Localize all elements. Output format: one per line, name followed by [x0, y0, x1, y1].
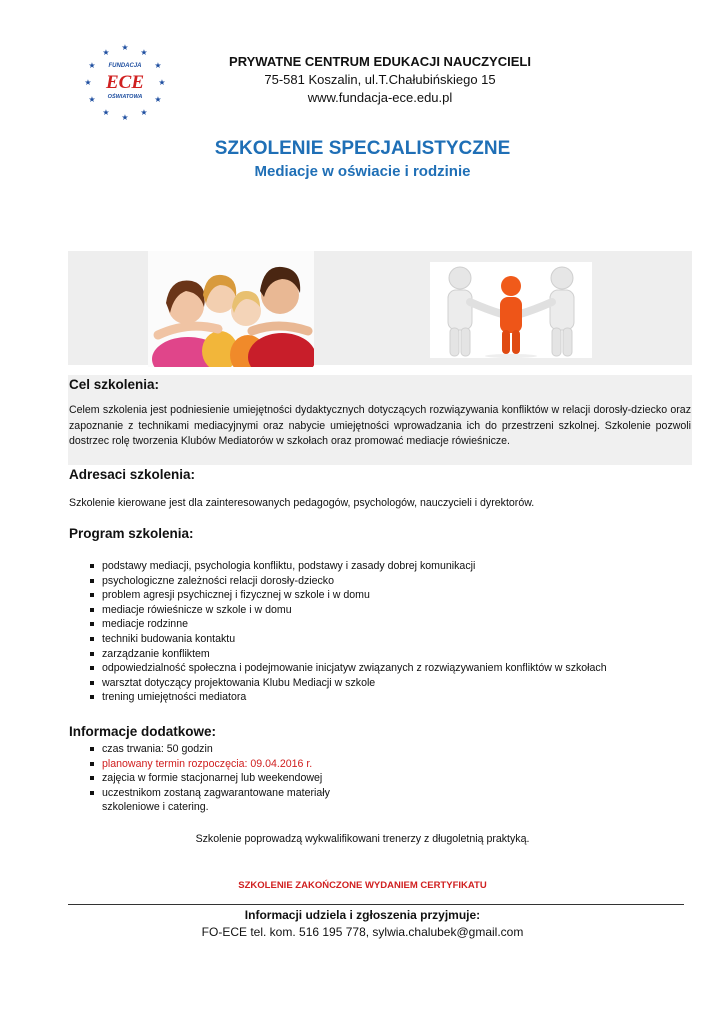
list-item: zarządzanie konfliktem [90, 647, 690, 662]
contact-details[interactable]: FO-ECE tel. kom. 516 195 778, sylwia.chalubek@gmail.com [201, 925, 524, 939]
goal-text: Celem szkolenia jest podniesienie umiejętności dydaktycznych dotyczących rozwiązywania konfliktów w relacji dorosły-dziecko oraz zapoznanie z technikami mediacyjnymi oraz nabycie umiejętności wprowadzania ich do przestrzeni szkolnej. Szkolenie pozwoli dostrzec rolę tworzenia Klubów Mediatorów w szkołach oraz promować mediacje rówieśnicze. [69, 404, 691, 447]
list-item: problem agresji psychicznej i fizycznej w szkole i w domu [90, 588, 690, 603]
logo-text-mid: ECE [105, 72, 145, 93]
svg-text:★: ★ [154, 61, 162, 70]
logo-text-bottom: OŚWIATOWA [107, 94, 143, 100]
svg-text:★: ★ [154, 95, 162, 104]
fundacja-ece-logo [80, 40, 170, 122]
logo-text-top: FUNDACJA [108, 63, 142, 69]
svg-text:★: ★ [140, 108, 148, 117]
list-item: podstawy mediacji, psychologia konfliktu, podstawy i zasady dobrej komunikacji [90, 559, 690, 574]
svg-text:★: ★ [84, 78, 92, 87]
organization-website[interactable]: www.fundacja-ece.edu.pl [307, 90, 453, 105]
svg-text:★: ★ [121, 113, 129, 122]
svg-text:★: ★ [88, 61, 96, 70]
certificate-note: SZKOLENIE ZAKOŃCZONE WYDANIEM CERTYFIKATU [238, 880, 487, 891]
audience-text: Szkolenie kierowane jest dla zainteresowanych pedagogów, psychologów, nauczycieli i dyrektorów. [69, 497, 535, 509]
organization-address: 75-581 Koszalin, ul.T.Chałubińskiego 15 [264, 72, 496, 87]
goal-heading: Cel szkolenia: [69, 377, 160, 392]
list-item: zajęcia w formie stacjonarnej lub weekendowej [90, 771, 360, 786]
list-item: mediacje rówieśnicze w szkole i w domu [90, 603, 690, 618]
svg-text:★: ★ [158, 78, 166, 87]
family-photo [148, 251, 314, 367]
list-item: trening umiejętności mediatora [90, 690, 690, 705]
svg-text:★: ★ [140, 48, 148, 57]
svg-text:★: ★ [102, 48, 110, 57]
additional-info-list [90, 742, 360, 815]
list-item: mediacje rodzinne [90, 617, 690, 632]
svg-text:★: ★ [88, 95, 96, 104]
logo-graphic [80, 40, 170, 122]
list-item: warsztat dotyczący projektowania Klubu Mediacji w szkole [90, 676, 690, 691]
svg-text:★: ★ [121, 43, 129, 52]
mediation-figures-image [430, 262, 592, 358]
organization-name: PRYWATNE CENTRUM EDUKACJI NAUCZYCIELI [229, 54, 531, 69]
audience-heading: Adresaci szkolenia: [69, 467, 196, 482]
page-subtitle: Mediacje w oświacie i rodzinie [254, 163, 471, 180]
list-item: czas trwania: 50 godzin [90, 742, 360, 757]
list-item: techniki budowania kontaktu [90, 632, 690, 647]
svg-text:★: ★ [102, 108, 110, 117]
additional-info-heading: Informacje dodatkowe: [69, 724, 217, 739]
program-list [90, 559, 690, 705]
list-item-start-date: planowany termin rozpoczęcia: 09.04.2016 r. [90, 757, 360, 772]
page-title: SZKOLENIE SPECJALISTYCZNE [214, 138, 511, 159]
divider [68, 904, 684, 905]
program-heading: Program szkolenia: [69, 526, 194, 541]
list-item: uczestnikom zostaną zagwarantowane materiały szkoleniowe i catering. [90, 786, 360, 815]
closing-note: Szkolenie poprowadzą wykwalifikowani trenerzy z długoletnią praktyką. [195, 833, 530, 845]
contact-heading: Informacji udziela i zgłoszenia przyjmuje: [244, 908, 481, 922]
list-item: odpowiedzialność społeczna i podejmowanie inicjatyw związanych z rozwiązywaniem konfliktów w szkołach [90, 661, 690, 676]
list-item: psychologiczne zależności relacji dorosły-dziecko [90, 574, 690, 589]
